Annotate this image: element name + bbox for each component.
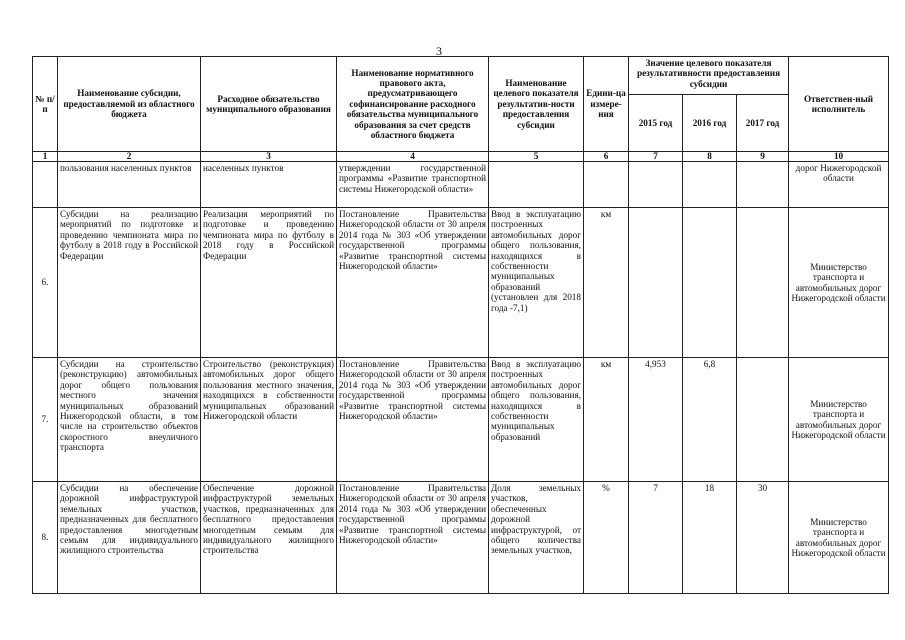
- row-subsidy: Субсидии на реализацию мероприятий по подготовке и проведению чемпионата мира по футболу в 2018 году в Российской Федерации: [58, 208, 201, 358]
- row-2015: 7: [629, 482, 683, 594]
- row-2016: [683, 208, 737, 358]
- header-2016: 2016 год: [683, 95, 737, 152]
- row-2017: [737, 358, 789, 482]
- column-number: 7: [629, 152, 683, 162]
- cont-act: утверждении государственной программы «Развитие транспортной системы Нижегородской области»: [337, 162, 489, 208]
- header-no: № п/п: [33, 57, 58, 152]
- table-row: [33, 482, 889, 594]
- row-obligation: Обеспечение дорожной инфраструктурой земельных участков, предназначенных для бесплатного предоставления многодетным семьям для индивидуального жилищного строительства: [201, 482, 337, 594]
- row-number: 7.: [33, 358, 58, 482]
- column-number: 6: [584, 152, 629, 162]
- cont-obligation: населенных пунктов: [201, 162, 337, 208]
- column-number: 5: [489, 152, 584, 162]
- row-executor: Министерство транспорта и автомобильных дорог Нижегородской области: [789, 358, 889, 482]
- header-act: Наименование нормативного правового акта, предусматривающего софинансирование расходного обязательства муниципального образования за счет средств областного бюджета: [337, 57, 489, 152]
- header-executor: Ответствен-ный исполнитель: [789, 57, 889, 152]
- row-act: Постановление Правительства Нижегородской области от 30 апреля 2014 года № 303 «Об утверждении государственной программы «Развитие транспортной системы Нижегородской области»: [337, 208, 489, 358]
- row-2015: 4,953: [629, 358, 683, 482]
- column-number: 4: [337, 152, 489, 162]
- column-number-row: [33, 152, 889, 162]
- row-subsidy: Субсидии на строительство (реконструкцию) автомобильных дорог общего пользования местного значения муниципальных образований Нижегородской области, в том числе на строительство объектов скоростного внеуличного транспорта: [58, 358, 201, 482]
- row-indicator: Ввод в эксплуатацию построенных автомобильных дорог общего пользования, находящихся в собственности муниципальных образований: [489, 358, 584, 482]
- row-subsidy: Субсидии на обеспечение дорожной инфраструктурой земельных участков, предназначенных для бесплатного предоставления многодетным семьям для индивидуального жилищного строительства: [58, 482, 201, 594]
- column-number: 1: [33, 152, 58, 162]
- header-obligation: Расходное обязательство муниципального образования: [201, 57, 337, 152]
- column-number: 2: [58, 152, 201, 162]
- header-2017: 2017 год: [737, 95, 789, 152]
- cont-executor: дорог Нижегородской области: [789, 162, 889, 208]
- header-row-1: [33, 57, 889, 95]
- column-number: 9: [737, 152, 789, 162]
- row-number: 8.: [33, 482, 58, 594]
- continuation-row: [33, 162, 889, 208]
- column-number: 3: [201, 152, 337, 162]
- table-row: [33, 208, 889, 358]
- subsidy-table: [32, 56, 889, 594]
- row-executor: Министерство транспорта и автомобильных дорог Нижегородской области: [789, 482, 889, 594]
- header-2015: 2015 год: [629, 95, 683, 152]
- row-act: Постановление Правительства Нижегородской области от 30 апреля 2014 года № 303 «Об утверждении государственной программы «Развитие транспортной системы Нижегородской области»: [337, 482, 489, 594]
- header-unit: Едини-ца измере-ния: [584, 57, 629, 152]
- row-2017: 30: [737, 482, 789, 594]
- header-value-group: Значение целевого показателя результативности предоставления субсидии: [629, 57, 789, 95]
- row-2016: 18: [683, 482, 737, 594]
- row-obligation: Строительство (реконструкция) автомобильных дорог общего пользования местного значения, находящихся в собственности муниципальных образований Нижегородской области: [201, 358, 337, 482]
- column-number: 10: [789, 152, 889, 162]
- row-2016: 6,8: [683, 358, 737, 482]
- row-unit: %: [584, 482, 629, 594]
- row-executor: Министерство транспорта и автомобильных дорог Нижегородской области: [789, 208, 889, 358]
- header-subsidy: Наименование субсидии, предоставляемой из областного бюджета: [58, 57, 201, 152]
- row-unit: км: [584, 358, 629, 482]
- column-number: 8: [683, 152, 737, 162]
- row-indicator: Ввод в эксплуатацию построенных автомобильных дорог общего пользования, находящихся в собственности муниципальных образований (установлен для 2018 года -7,1): [489, 208, 584, 358]
- row-2017: [737, 208, 789, 358]
- row-obligation: Реализация мероприятий по подготовке и проведению чемпионата мира по футболу в 2018 году в Российской Федерации: [201, 208, 337, 358]
- row-indicator: Доля земельных участков, обеспеченных дорожной инфраструктурой, от общего количества земельных участков,: [489, 482, 584, 594]
- row-unit: км: [584, 208, 629, 358]
- row-act: Постановление Правительства Нижегородской области от 30 апреля 2014 года № 303 «Об утверждении государственной программы «Развитие транспортной системы Нижегородской области»: [337, 358, 489, 482]
- table-row: [33, 358, 889, 482]
- header-indicator: Наименование целевого показателя результатив-ности предоставления субсидии: [489, 57, 584, 152]
- row-number: 6.: [33, 208, 58, 358]
- row-2015: [629, 208, 683, 358]
- page-number: 3: [436, 44, 442, 58]
- cont-subsidy: пользования населенных пунктов: [58, 162, 201, 208]
